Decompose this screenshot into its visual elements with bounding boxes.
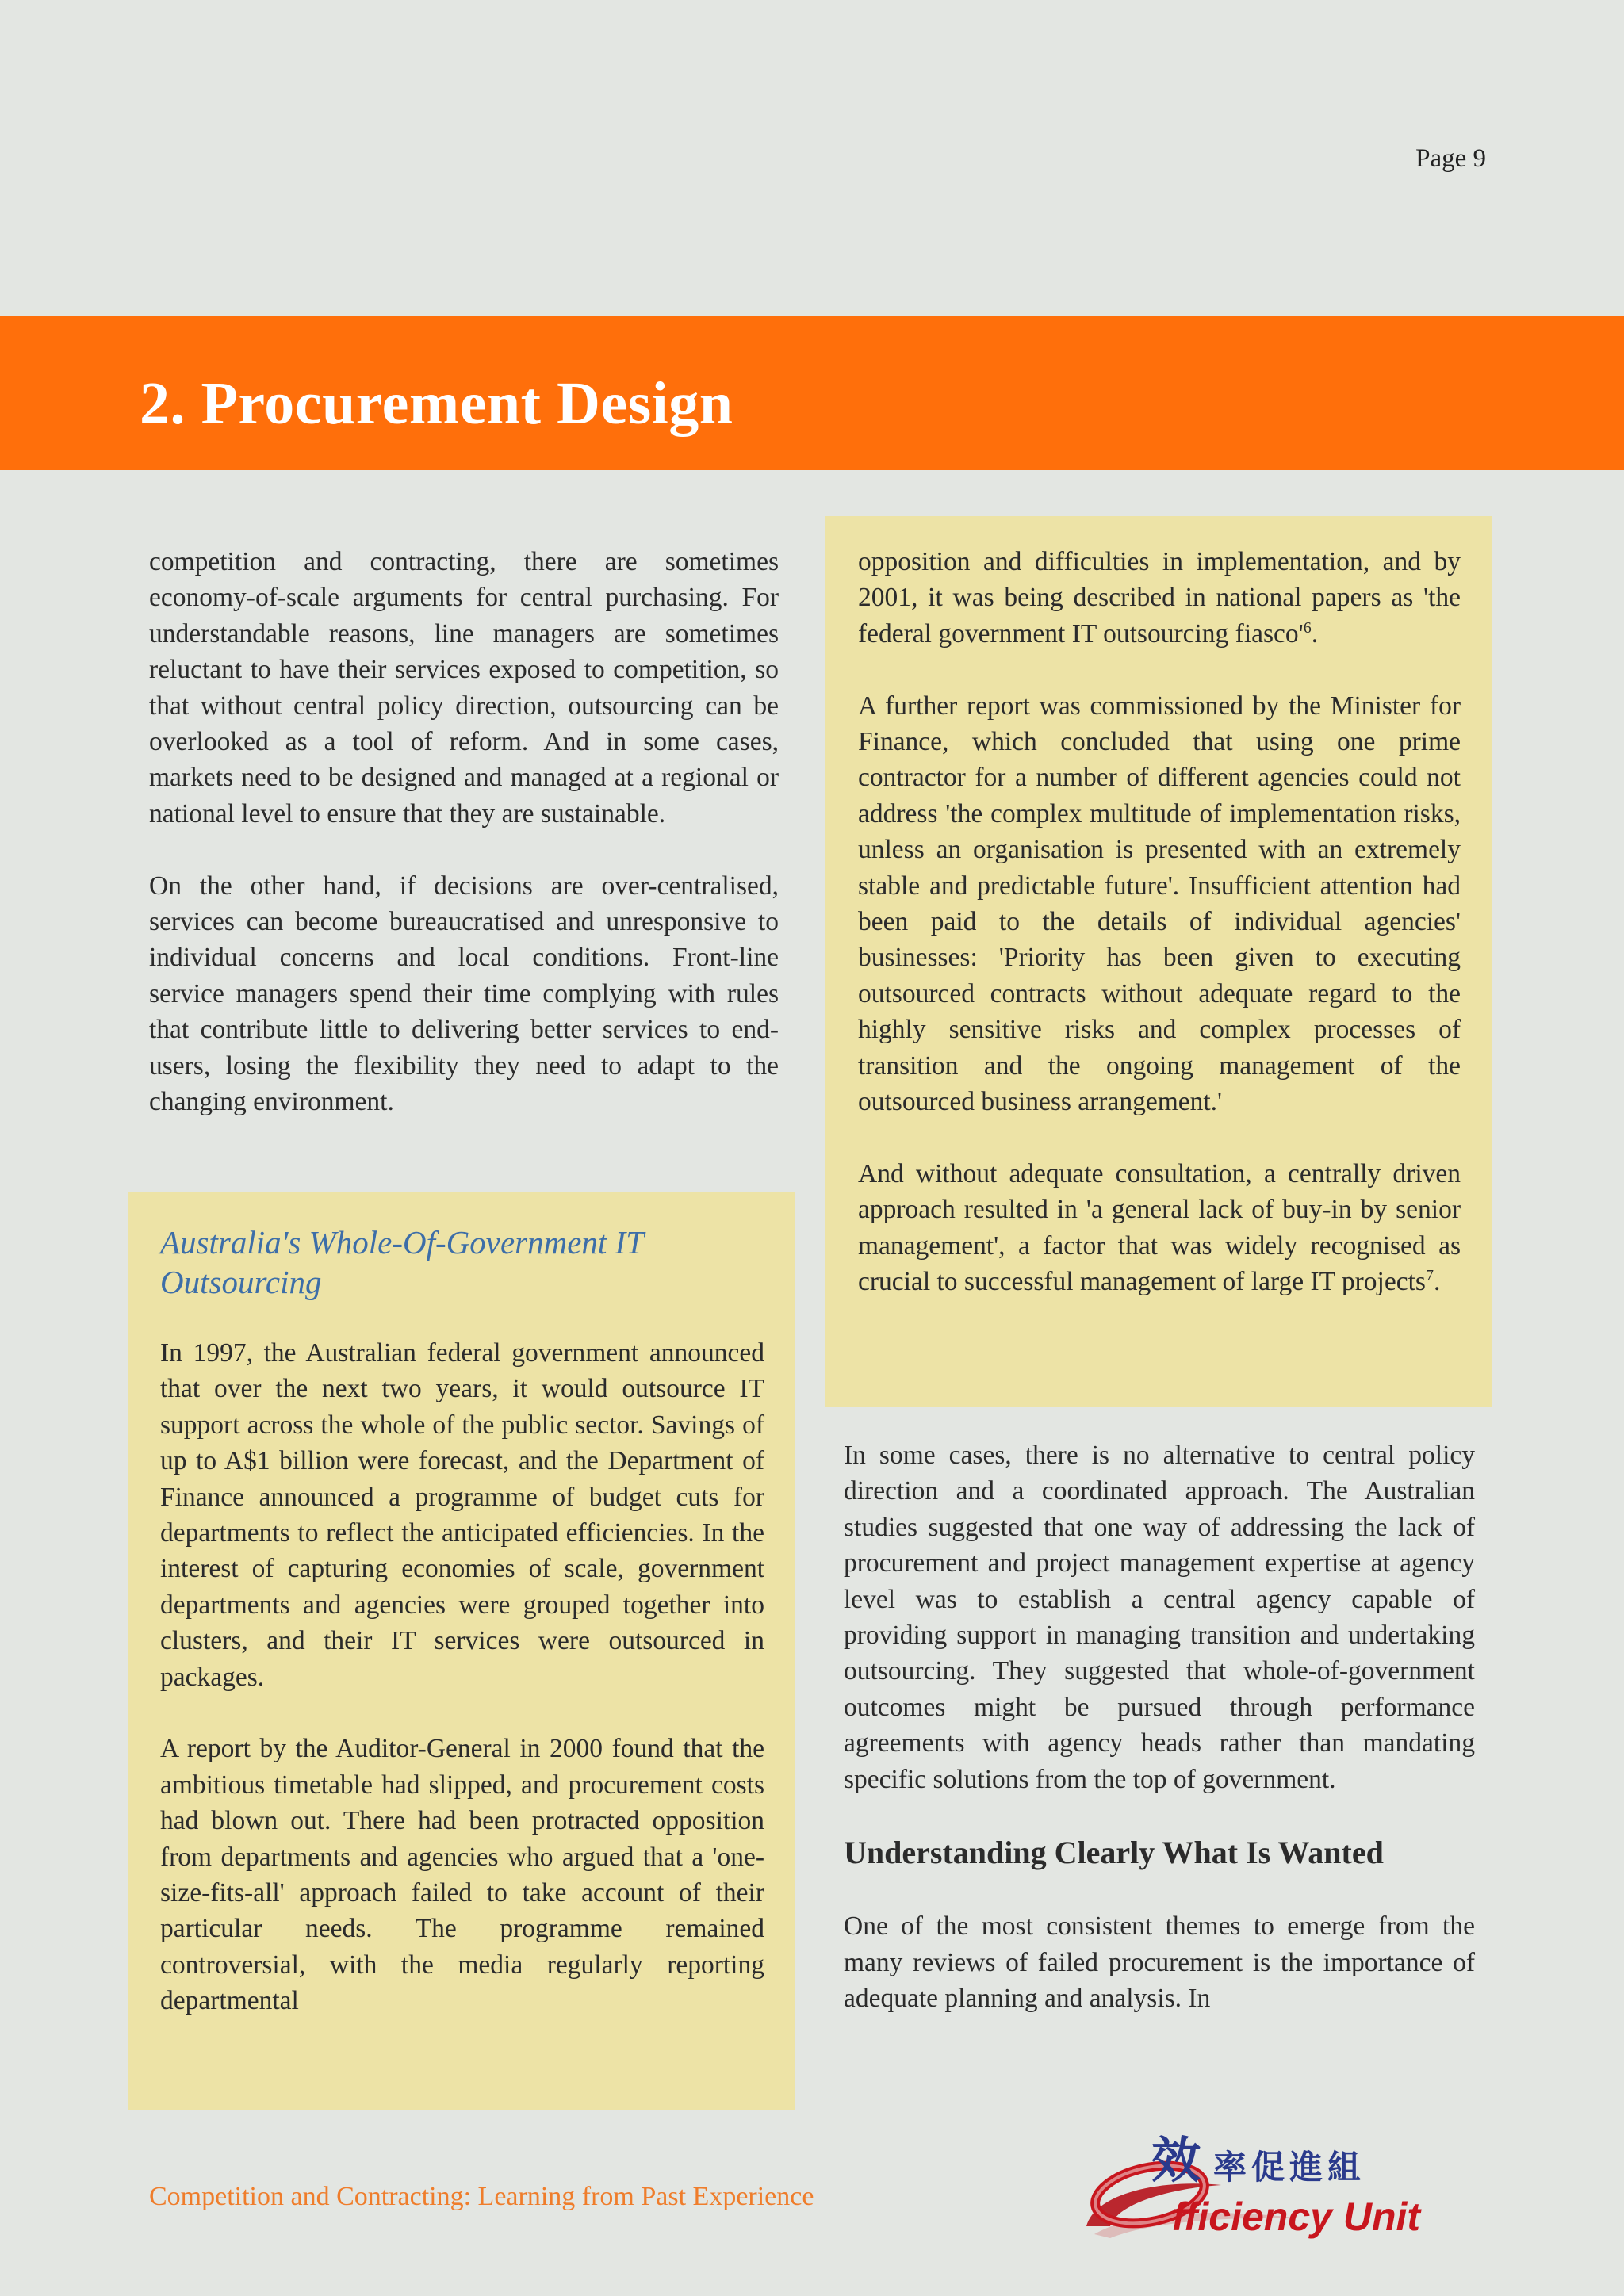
right-paragraph-1: In some cases, there is no alternative to central policy direction and a coordinated approach. The Australian studies suggested that one way of addressing the lack of procurement and project management expertise at agency level was to establish a central agency capable of providing support in managing transition and undertaking outsourcing. They suggested that whole-of-government outcomes might be pursued through performance agreements with agency heads rather than mandating specific solutions from the top of government. — [844, 1441, 1475, 1794]
left-paragraph-2: On the other hand, if decisions are over-centralised, services can become bureaucratised and unresponsive to individual concerns and local conditions. Front-line service managers spend their time complying with rules that contribute little to delivering better services to end-users, losing the flexibility they need to adapt to the changing environment. — [149, 871, 779, 1117]
right-column — [844, 1437, 1475, 2017]
page-number: Page 9 — [1415, 144, 1486, 173]
subsection-heading: Understanding Clearly What Is Wanted — [844, 1835, 1384, 1871]
case-study-box-left-content — [160, 1223, 764, 2019]
case-study-paragraph-3: opposition and difficulties in implementation, and by 2001, it was being described in national papers as 'the federal government IT outsourcing $fiasco'^6$. — [858, 547, 1461, 649]
footer-title: Competition and Contracting: Learning from Past Experience — [149, 2182, 814, 2211]
case-study-paragraph-4: A further report was commissioned by the Minister for Finance, which concluded that using one prime contractor for a number of different agencies could not address 'the complex multitude of implementation risks, unless an organisation is presented with an extremely stable and predictable future'. Insufficient attention had been paid to the details of individual agencies' businesses: 'Priority has been given to executing outsourced contracts without adequate regard to the highly sensitive risks and complex processes of transition and the ongoing management of the outsourced business arrangement.' — [858, 691, 1461, 1117]
case-study-box-left — [128, 1192, 795, 2110]
case-study-paragraph-2: A report by the Auditor-General in 2000 found that the ambitious timetable had slipped, and procurement costs had blown out. There had been protracted opposition from departments and agencies who argued that a 'one-size-fits-all' approach failed to take account of their particular needs. The programme remained controversial, with the media regularly reporting departmental — [160, 1734, 764, 2016]
section-banner — [0, 316, 1624, 470]
case-study-box-right — [825, 516, 1492, 1407]
case-study-title: Australia's Whole-Of-Government IT Outsourcing — [160, 1224, 644, 1300]
logo-chinese-text: 率促進組 — [1213, 2148, 1366, 2187]
right-paragraph-2: One of the most consistent themes to emerge from the many reviews of failed procurement is the importance of adequate planning and analysis. In — [844, 1911, 1475, 2014]
section-title: 2. Procurement Design — [140, 370, 733, 437]
case-study-box-right-content — [858, 544, 1461, 1300]
case-study-paragraph-5: And without adequate consultation, a centrally driven approach resulted in 'a general lack of buy-in by senior management', a factor that was widely recognised as crucial to successful management of large IT projects$^7$. — [858, 1158, 1461, 1297]
logo-big-chinese-char: 效 — [1151, 2131, 1201, 2189]
left-column — [149, 544, 779, 1119]
footnote-6: 6 — [1303, 618, 1312, 637]
efficiency-unit-logo-graphic — [1063, 2115, 1475, 2242]
left-paragraph-1: competition and contracting, there are sometimes economy-of-scale arguments for central purchasing. For understandable reasons, line managers are sometimes reluctant to have their services exposed to competition, so that without central policy direction, outsourcing can be overlooked as a tool of reform. And in some cases, markets need to be designed and managed at a regional or national level to ensure that they are sustainable. — [149, 547, 779, 828]
case-study-paragraph-1: In 1997, the Australian federal government announced that over the next two years, it would outsource IT support across the whole of the public sector. Savings of up to A$1 billion were forecast, and the Department of Finance announced a programme of budget cuts for departments to reflect the anticipated efficiencies. In the interest of capturing economies of scale, government departments and agencies were grouped together into clusters, and their IT services were outsourced in packages. — [160, 1338, 764, 1692]
efficiency-unit-logo — [1063, 2115, 1475, 2242]
logo-english-text: fficiency Unit — [1172, 2195, 1421, 2239]
footnote-7: 7 — [1425, 1266, 1434, 1284]
